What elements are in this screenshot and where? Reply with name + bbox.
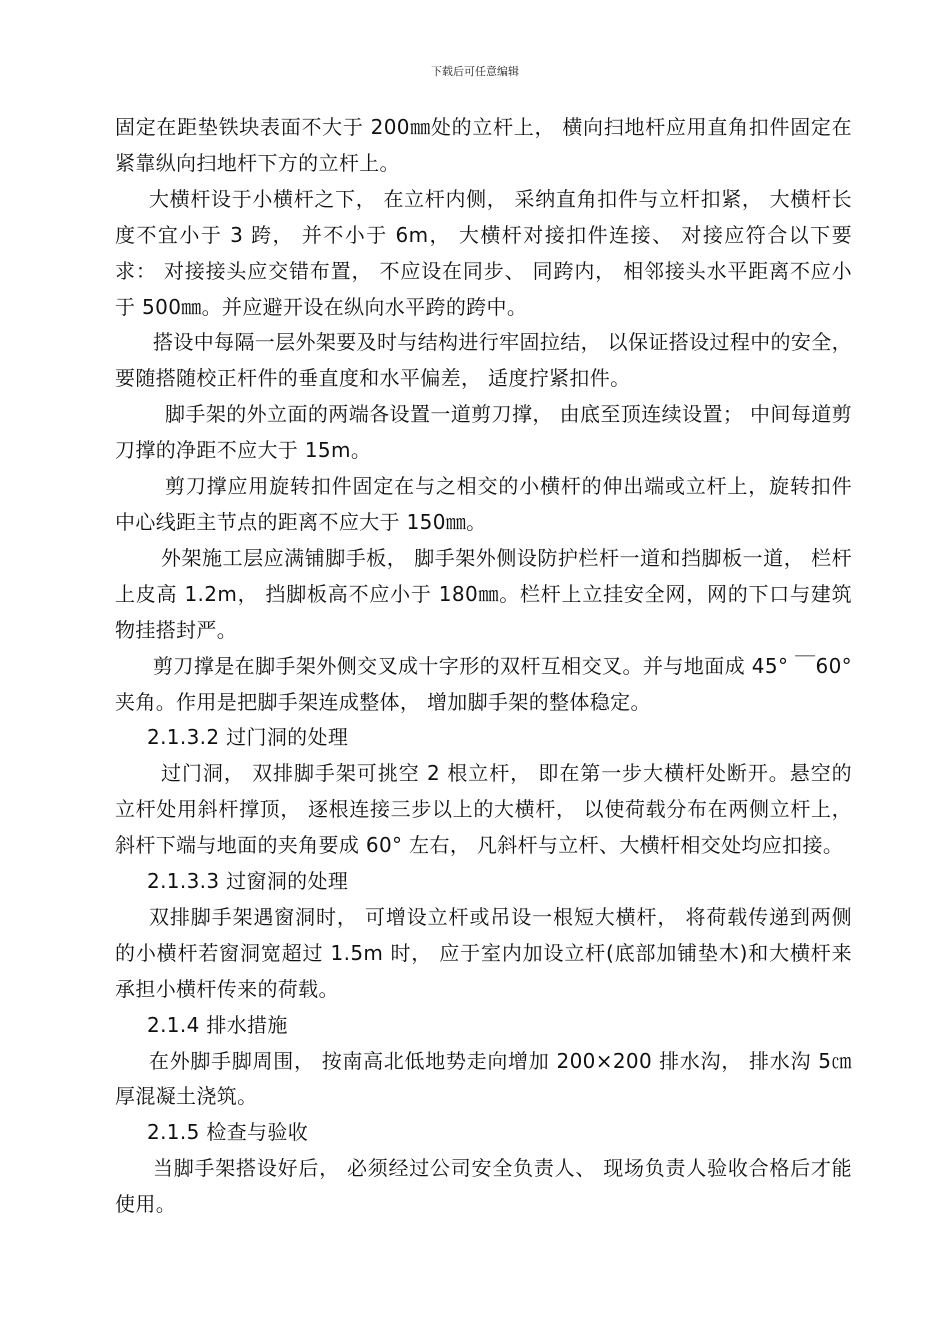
section-heading-door-opening: 2.1.3.2 过门洞的处理 (147, 725, 349, 750)
paragraph-scissor-brace-fastener: 剪刀撑应用旋转扣件固定在与之相交的小横杆的伸出端或立杆上，旋转扣件中心线距主节点的距离不应大于 150㎜。 (115, 474, 852, 534)
paragraph-door-opening: 过门洞， 双排脚手架可挑空 2 根立杆， 即在第一步大横杆处断开。悬空的立杆处用斜杆撑顶， 逐根连接三步以上的大横杆， 以使荷载分布在两侧立杆上， 斜杆下端与地面的夹角要成 60° 左右， 凡斜杆与立杆、大横杆相交处均应扣接。 (115, 761, 852, 858)
paragraph-window-opening: 双排脚手架遇窗洞时， 可增设立杆或吊设一根短大横杆， 将荷载传递到两侧的小横杆若窗洞宽超过 1.5m 时， 应于室内加设立杆(底部加铺垫木)和大横杆来承担小横杆传来的荷载。 (115, 904, 852, 1001)
section-heading-drainage: 2.1.4 排水措施 (147, 1012, 288, 1037)
paragraph-inspection: 当脚手架搭设好后， 必须经过公司安全负责人、 现场负责人验收合格后才能使用。 (115, 1156, 852, 1217)
document-body (115, 110, 852, 1223)
paragraph-scissor-brace-setup: 脚手架的外立面的两端各设置一道剪刀撑， 由底至顶连续设置； 中间每道剪刀撑的净距不应大于 15m。 (115, 402, 852, 463)
paragraph-continuation: 固定在距垫铁块表面不大于 200㎜处的立杆上， 横向扫地杆应用直角扣件固定在紧靠纵向扫地杆下方的立杆上。 (115, 115, 852, 175)
paragraph-scissor-brace-definition: 剪刀撑是在脚手架外侧交叉成十字形的双杆互相交叉。并与地面成 45° ￣60° 夹角。作用是把脚手架连成整体， 增加脚手架的整体稳定。 (115, 653, 852, 714)
paragraph-drainage: 在外脚手脚周围， 按南高北低地势走向增加 200×200 排水沟， 排水沟 5㎝厚混凝土浇筑。 (115, 1048, 852, 1109)
section-heading-window-opening: 2.1.3.3 过窗洞的处理 (147, 869, 349, 894)
page-header: 下载后可任意编辑 (431, 65, 519, 78)
paragraph-tie-to-structure: 搭设中每隔一层外架要及时与结构进行牢固拉结， 以保证搭设过程中的安全， 要随搭随校正杆件的垂直度和水平偏差， 适度拧紧扣件。 (115, 330, 852, 391)
paragraph-working-layer: 外架施工层应满铺脚手板， 脚手架外侧设防护栏杆一道和挡脚板一道， 栏杆上皮高 1.2m， 挡脚板高不应小于 180㎜。栏杆上立挂安全网，网的下口与建筑物挂搭封严。 (115, 545, 852, 642)
section-heading-inspection: 2.1.5 检查与验收 (147, 1120, 309, 1145)
paragraph-large-crossbar: 大横杆设于小横杆之下， 在立杆内侧， 采纳直角扣件与立杆扣紧， 大横杆长度不宜小于 3 跨， 并不小于 6m， 大横杆对接扣件连接、 对接应符合以下要求： 对接接头应交错布置， 不应设在同步、 同跨内， 相邻接头水平距离不应小于 500㎜。并应避开设在纵向水平跨的跨中。 (115, 186, 852, 319)
